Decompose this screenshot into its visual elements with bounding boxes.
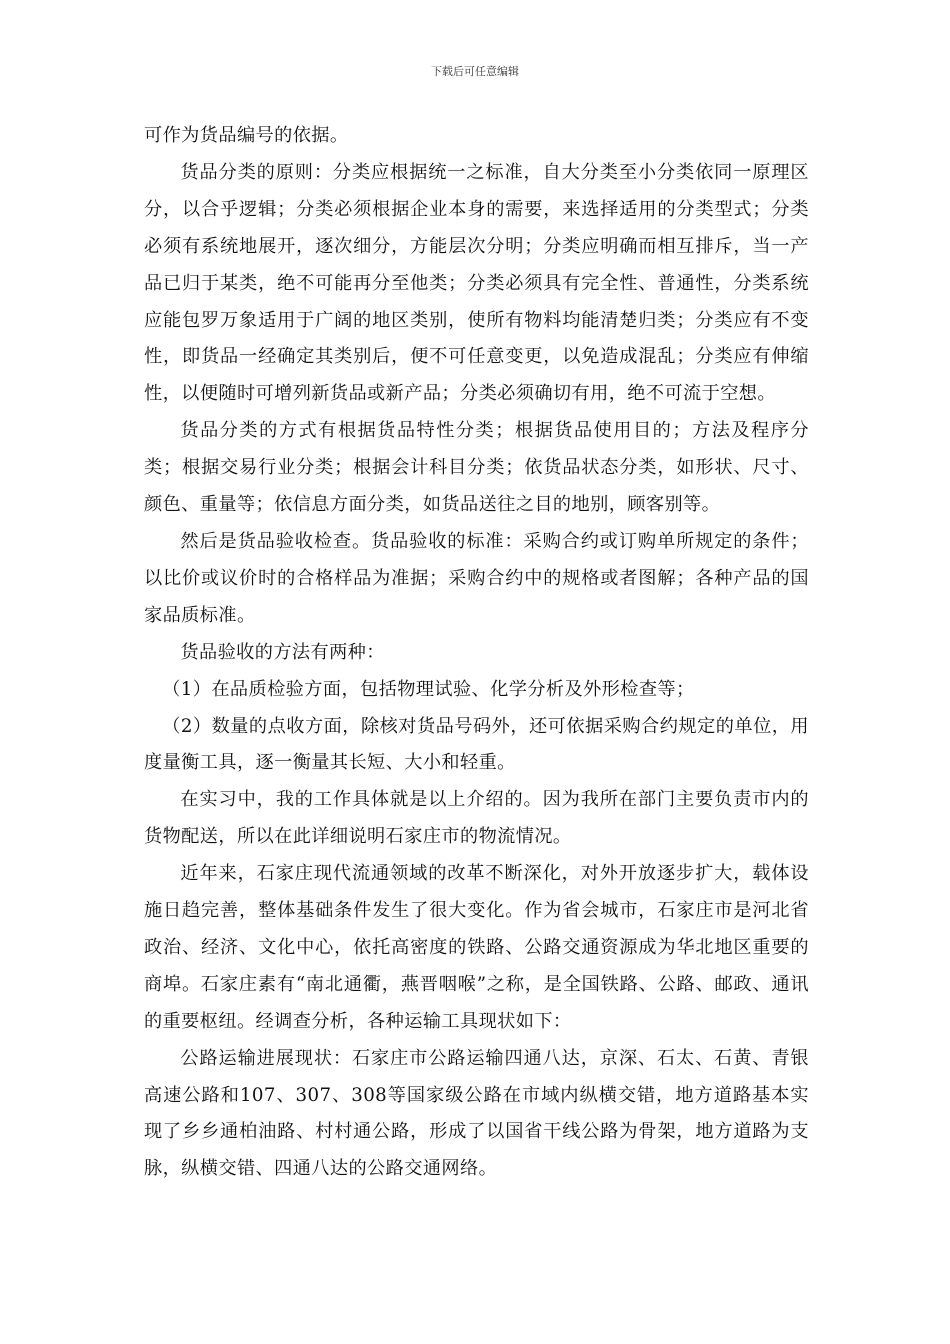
paragraph-inspection-standards: 然后是货品验收检查。货品验收的标准：采购合约或订购单所规定的条件；以比价或议价时的合格样品为准据；采购合约中的规格或者图解；各种产品的国家品质标准。 (144, 530, 809, 626)
paragraph-classification-methods: 货品分类的方式有根据货品特性分类；根据货品使用目的；方法及程序分类；根据交易行业分类；根据会计科目分类；依货品状态分类，如形状、尺寸、颜色、重量等；依信息方面分类，如货品送往之目的地别，顾客别等。 (144, 420, 809, 516)
paragraph-inspection-methods-intro: 货品验收的方法有两种： (180, 641, 385, 663)
paragraph-quantity-inspection: （2）数量的点收方面，除核对货品号码外，还可依据采购合约规定的单位，用度量衡工具，逐一衡量其长短、大小和轻重。 (144, 715, 809, 774)
paragraph-classification-principles: 货品分类的原则：分类应根据统一之标准，自大分类至小分类依同一原理区分，以合乎逻辑；分类必须根据企业本身的需要，来选择适用的分类型式；分类必须有系统地展开，逐次细分，方能层次分明；分类应明确而相互排斥，当一产品已归于某类，绝不可能再分至他类；分类必须具有完全性、普通性，分类系统应能包罗万象适用于广阔的地区类别，使所有物料均能清楚归类；分类应有不变性，即货品一经确定其类别后，便不可任意变更，以免造成混乱；分类应有伸缩性，以便随时可增列新货品或新产品；分类必须确切有用，绝不可流于空想。 (144, 161, 809, 405)
paragraph-quality-inspection: （1）在品质检验方面，包括物理试验、化学分析及外形检查等； (162, 678, 695, 700)
paragraph-shijiazhuang-overview: 近年来，石家庄现代流通领域的改革不断深化，对外开放逐步扩大，载体设施日趋完善，整体基础条件发生了很大变化。作为省会城市，石家庄市是河北省政治、经济、文化中心，依托高密度的铁路、公路交通资源成为华北地区重要的商埠。石家庄素有“南北通衢，燕晋咽喉”之称，是全国铁路、公路、邮政、通讯的重要枢纽。经调查分析，各种运输工具现状如下： (144, 863, 809, 1032)
document-body (144, 118, 809, 1188)
page-header: 下载后可任意编辑 (431, 65, 519, 78)
paragraph-continuation: 可作为货品编号的依据。 (144, 125, 349, 146)
paragraph-road-transport: 公路运输进展现状：石家庄市公路运输四通八达，京深、石太、石黄、青银高速公路和107、307、308等国家级公路在市域内纵横交错，地方道路基本实现了乡乡通柏油路、村村通公路，形成了以国省干线公路为骨架，地方道路为支脉，纵横交错、四通八达的公路交通网络。 (144, 1047, 809, 1180)
paragraph-internship-work: 在实习中，我的工作具体就是以上介绍的。因为我所在部门主要负责市内的货物配送，所以在此详细说明石家庄市的物流情况。 (144, 789, 809, 848)
